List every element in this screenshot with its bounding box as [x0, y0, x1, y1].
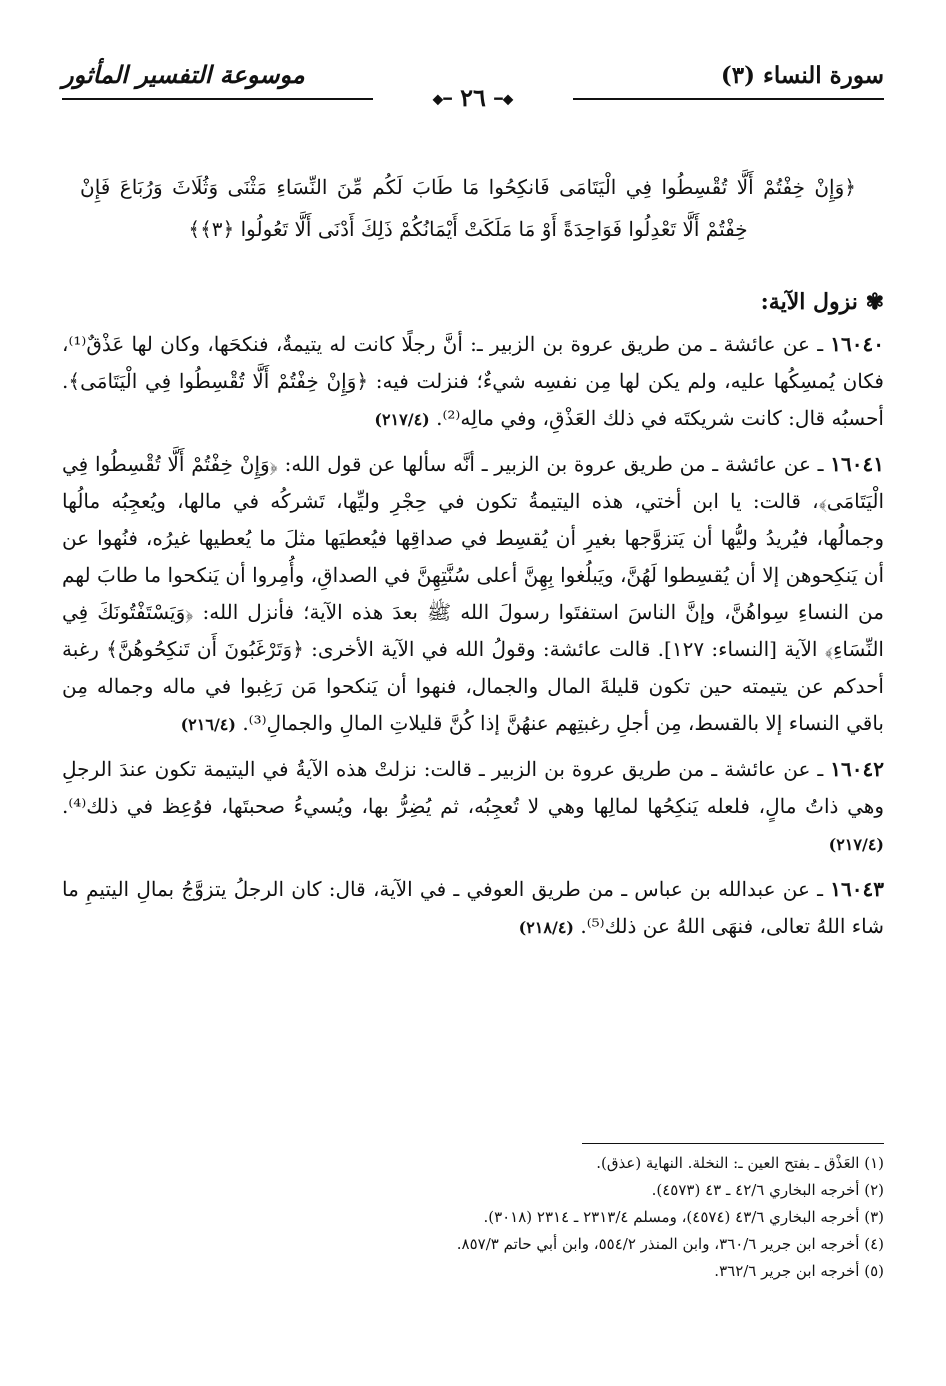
section-heading-text: نزول الآية: [760, 289, 858, 315]
footnote: (٤) أخرجه ابن جرير ٣٦٠/٦، وابن المنذر ٥٥٤/٢، وابن أبي حاتم ٨٥٧/٣. [456, 1235, 884, 1253]
narration-reference: (٢١٦/٤) [180, 715, 236, 734]
ornament-left-icon: ◆━ [494, 91, 514, 108]
narration [62, 751, 884, 863]
ornament-right-icon: ━◆ [432, 91, 452, 108]
narration-text: ـ عن عائشة ـ من طريق عروة بن الزبير ـ: أنَّ رجلًا كانت له يتيمةٌ، فنكحَها، وكان لها عَذْقٌ⁽¹⁾، فكان يُمسِكُها عليه، ولم يكن لها مِن نفسِه شيءٌ؛ فنزلت فيه: ﴿وَإِنْ خِفْتُمْ أَلَّا تُقْسِطُوا فِي الْيَتَامَى﴾. أحسبُه قال: كانت شريكتَه في ذلك العَذْقِ، وفي مالِه⁽²⁾. [62, 332, 884, 430]
narration [62, 871, 884, 946]
narration-number: ١٦٠٤١ [830, 452, 884, 476]
footnote-rule [582, 1143, 884, 1144]
footnote: (٢) أخرجه البخاري ٤٢/٦ ـ ٤٣ (٤٥٧٣). [651, 1181, 884, 1199]
footnote: (٥) أخرجه ابن جرير ٣٦٢/٦. [714, 1262, 884, 1280]
narration-text: ـ عن عائشة ـ من طريق عروة بن الزبير ـ قالت: نزلتْ هذه الآيةُ في اليتيمة تكون عندَ الرجلِ وهي ذاتُ مالٍ، فلعله يَنكِحُها لمالِها وهي لا تُعجِبُه، ثم يُضِرُّ بها، ويُسيءُ صحبتَها، فوُعِظ في ذلك⁽⁴⁾. [62, 757, 884, 818]
narrations [62, 326, 884, 954]
narration-text: ـ عن عائشة ـ من طريق عروة بن الزبير ـ أنَّه سألها عن قول الله: ﴿وَإِنْ خِفْتُمْ أَلَّا تُقْسِطُوا فِي الْيَتَامَى﴾، قالت: يا ابن أختي، هذه اليتيمةُ تكون في حِجْرِ وليِّها، تَشركُه في مالها، ويُعجِبُه مالُها وجمالُها، فيُريدُ وليُّها أن يَتزوَّجها بغيرِ أن يُقسِط في صداقِها فيُعطيَها مثلَ ما يُعطيها غيرُه، فنُهوا عن أن يَنكِحوهن إلا أن يُقسِطوا لَهُنَّ، ويَبلُغوا بِهِنَّ أعلى سُنَّتِهِنَّ في الصداقِ، وأُمِروا أن يَنكحوا ما طابَ لهم من النساءِ سِواهُنَّ، وإنَّ الناسَ استفتَوا رسولَ الله ﷺ بعدَ هذه الآية؛ فأنزل الله: ﴿وَيَسْتَفْتُونَكَ فِي النِّسَاءِ﴾ الآية [النساء: ١٢٧]. قالت عائشة: وقولُ الله في الآية الأخرى: ﴿وَتَرْغَبُونَ أَن تَنكِحُوهُنَّ﴾ رغبة أحدكم عن يتيمته حين تكون قليلةَ المال والجمال، فنهوا أن يَنكحوا مَن رَغِبوا في ماله وجماله مِن باقي النساء إلا بالقسط، مِن أجلِ رغبتِهم عنهُنَّ إذا كُنَّ قليلاتِ المالِ والجمالِ⁽³⁾. [62, 452, 885, 735]
narration [62, 326, 884, 438]
narration-reference: (٢١٧/٤) [828, 835, 884, 854]
header-book-title: موسوعة التفسير المأثور [62, 60, 305, 89]
footnote: (٣) أخرجه البخاري ٤٣/٦ (٤٥٧٤)، ومسلم ٢٣١٣/٤ ـ ٢٣١٤ (٣٠١٨). [483, 1208, 884, 1226]
narration-reference: (٢١٧/٤) [374, 410, 430, 429]
section-heading [761, 284, 884, 320]
narration-number: ١٦٠٤٢ [830, 757, 884, 781]
quran-verse: ﴿وَإِنْ خِفْتُمْ أَلَّا تُقْسِطُوا فِي الْيَتَامَى فَانكِحُوا مَا طَابَ لَكُم مِّنَ النِّسَاءِ مَثْنَى وَثُلَاثَ وَرُبَاعَ فَإِنْ خِفْتُمْ أَلَّا تَعْدِلُوا فَوَاحِدَةً أَوْ مَا مَلَكَتْ أَيْمَانُكُمْ ذَلِكَ أَدْنَى أَلَّا تَعُولُوا ﴿٣﴾﴾ [80, 175, 856, 241]
narration-number: ١٦٠٤٣ [830, 877, 884, 901]
footnotes [62, 1150, 884, 1285]
narration [62, 446, 884, 743]
footnote: (١) العَذْق ـ بفتح العين ـ: النخلة. النهاية (عذق). [596, 1154, 884, 1172]
page-number [373, 84, 573, 112]
page-number-text: ٢٦ [460, 83, 486, 112]
narration-text: ـ عن عبدالله بن عباس ـ من طريق العوفي ـ في الآية، قال: كان الرجلُ يتزوَّجُ بمالِ اليتيمِ ما شاء اللهُ تعالى، فنهَى اللهُ عن ذلك⁽⁵⁾. [62, 877, 884, 938]
header-surah-title: سورة النساء (٣) [720, 62, 884, 89]
narration-reference: (٢١٨/٤) [518, 918, 574, 937]
flower-ornament-icon: ✾ [865, 289, 884, 315]
narration-number: ١٦٠٤٠ [830, 332, 884, 356]
